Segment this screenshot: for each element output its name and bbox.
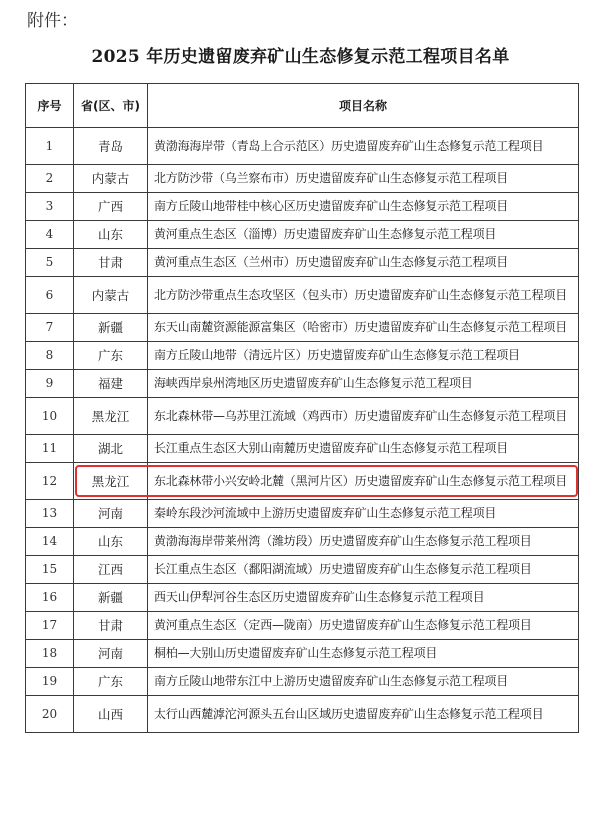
table-row — [26, 165, 579, 193]
cell-project-name: 南方丘陵山地带（清远片区）历史遗留废弃矿山生态修复示范工程项目 — [148, 342, 579, 370]
cell-number: 18 — [26, 640, 74, 668]
cell-number: 5 — [26, 249, 74, 277]
cell-province: 河南 — [74, 500, 148, 528]
cell-province: 山西 — [74, 696, 148, 733]
table-row — [26, 640, 579, 668]
page-title: 2025 年历史遗留废弃矿山生态修复示范工程项目名单 — [91, 47, 510, 67]
attachment-label: 附件： — [27, 11, 78, 31]
table-row — [26, 314, 579, 342]
project-table — [25, 83, 579, 733]
cell-project-name: 长江重点生态区大别山南麓历史遗留废弃矿山生态修复示范工程项目 — [148, 435, 579, 463]
cell-number: 12 — [26, 463, 74, 500]
table-row — [26, 370, 579, 398]
cell-project-name: 黄河重点生态区（兰州市）历史遗留废弃矿山生态修复示范工程项目 — [148, 249, 579, 277]
table-header-row — [26, 84, 579, 128]
cell-number: 3 — [26, 193, 74, 221]
table-body — [26, 128, 579, 733]
cell-province: 黑龙江 — [74, 398, 148, 435]
cell-project-name: 南方丘陵山地带东江中上游历史遗留废弃矿山生态修复示范工程项目 — [148, 668, 579, 696]
table-row — [26, 128, 579, 165]
cell-project-name: 桐柏—大别山历史遗留废弃矿山生态修复示范工程项目 — [148, 640, 579, 668]
cell-project-name: 西天山伊犁河谷生态区历史遗留废弃矿山生态修复示范工程项目 — [148, 584, 579, 612]
cell-number: 14 — [26, 528, 74, 556]
cell-province: 河南 — [74, 640, 148, 668]
cell-province: 江西 — [74, 556, 148, 584]
cell-province: 甘肃 — [74, 612, 148, 640]
cell-project-name: 东北森林带小兴安岭北麓（黑河片区）历史遗留废弃矿山生态修复示范工程项目 — [148, 463, 579, 500]
cell-province: 福建 — [74, 370, 148, 398]
cell-number: 16 — [26, 584, 74, 612]
cell-province: 广西 — [74, 193, 148, 221]
cell-number: 10 — [26, 398, 74, 435]
column-header-project: 项目名称 — [148, 84, 579, 128]
cell-number: 11 — [26, 435, 74, 463]
cell-project-name: 长江重点生态区（鄱阳湖流域）历史遗留废弃矿山生态修复示范工程项目 — [148, 556, 579, 584]
cell-project-name: 秦岭东段沙河流域中上游历史遗留废弃矿山生态修复示范工程项目 — [148, 500, 579, 528]
table-row — [26, 500, 579, 528]
cell-project-name: 北方防沙带（乌兰察布市）历史遗留废弃矿山生态修复示范工程项目 — [148, 165, 579, 193]
cell-project-name: 东天山南麓资源能源富集区（哈密市）历史遗留废弃矿山生态修复示范工程项目 — [148, 314, 579, 342]
cell-number: 8 — [26, 342, 74, 370]
cell-province: 广东 — [74, 668, 148, 696]
cell-number: 2 — [26, 165, 74, 193]
table-row — [26, 221, 579, 249]
cell-number: 17 — [26, 612, 74, 640]
column-header-number: 序号 — [26, 84, 74, 128]
cell-project-name: 黄河重点生态区（定西—陇南）历史遗留废弃矿山生态修复示范工程项目 — [148, 612, 579, 640]
cell-number: 1 — [26, 128, 74, 165]
cell-project-name: 太行山西麓滹沱河源头五台山区域历史遗留废弃矿山生态修复示范工程项目 — [148, 696, 579, 733]
table-row — [26, 398, 579, 435]
cell-number: 15 — [26, 556, 74, 584]
cell-number: 7 — [26, 314, 74, 342]
table-row — [26, 528, 579, 556]
cell-project-name: 黄渤海海岸带（青岛上合示范区）历史遗留废弃矿山生态修复示范工程项目 — [148, 128, 579, 165]
table-row — [26, 249, 579, 277]
cell-project-name: 北方防沙带重点生态攻坚区（包头市）历史遗留废弃矿山生态修复示范工程项目 — [148, 277, 579, 314]
cell-province: 内蒙古 — [74, 277, 148, 314]
table-row — [26, 193, 579, 221]
cell-number: 19 — [26, 668, 74, 696]
cell-province: 内蒙古 — [74, 165, 148, 193]
table-row — [26, 277, 579, 314]
cell-province: 山东 — [74, 221, 148, 249]
cell-province: 黑龙江 — [74, 463, 148, 500]
cell-project-name: 东北森林带—乌苏里江流域（鸡西市）历史遗留废弃矿山生态修复示范工程项目 — [148, 398, 579, 435]
cell-project-name: 黄渤海海岸带莱州湾（潍坊段）历史遗留废弃矿山生态修复示范工程项目 — [148, 528, 579, 556]
cell-project-name: 海峡西岸泉州湾地区历史遗留废弃矿山生态修复示范工程项目 — [148, 370, 579, 398]
table-row — [26, 463, 579, 500]
cell-province: 新疆 — [74, 584, 148, 612]
cell-number: 13 — [26, 500, 74, 528]
cell-province: 广东 — [74, 342, 148, 370]
cell-province: 青岛 — [74, 128, 148, 165]
cell-number: 6 — [26, 277, 74, 314]
cell-province: 山东 — [74, 528, 148, 556]
cell-province: 湖北 — [74, 435, 148, 463]
table-row — [26, 612, 579, 640]
cell-province: 新疆 — [74, 314, 148, 342]
table-row — [26, 668, 579, 696]
column-header-province: 省(区、市) — [74, 84, 148, 128]
cell-project-name: 南方丘陵山地带桂中核心区历史遗留废弃矿山生态修复示范工程项目 — [148, 193, 579, 221]
table-row — [26, 342, 579, 370]
table-row — [26, 556, 579, 584]
table-row — [26, 696, 579, 733]
cell-province: 甘肃 — [74, 249, 148, 277]
cell-number: 20 — [26, 696, 74, 733]
cell-number: 4 — [26, 221, 74, 249]
table-row — [26, 584, 579, 612]
cell-number: 9 — [26, 370, 74, 398]
cell-project-name: 黄河重点生态区（淄博）历史遗留废弃矿山生态修复示范工程项目 — [148, 221, 579, 249]
table-row — [26, 435, 579, 463]
